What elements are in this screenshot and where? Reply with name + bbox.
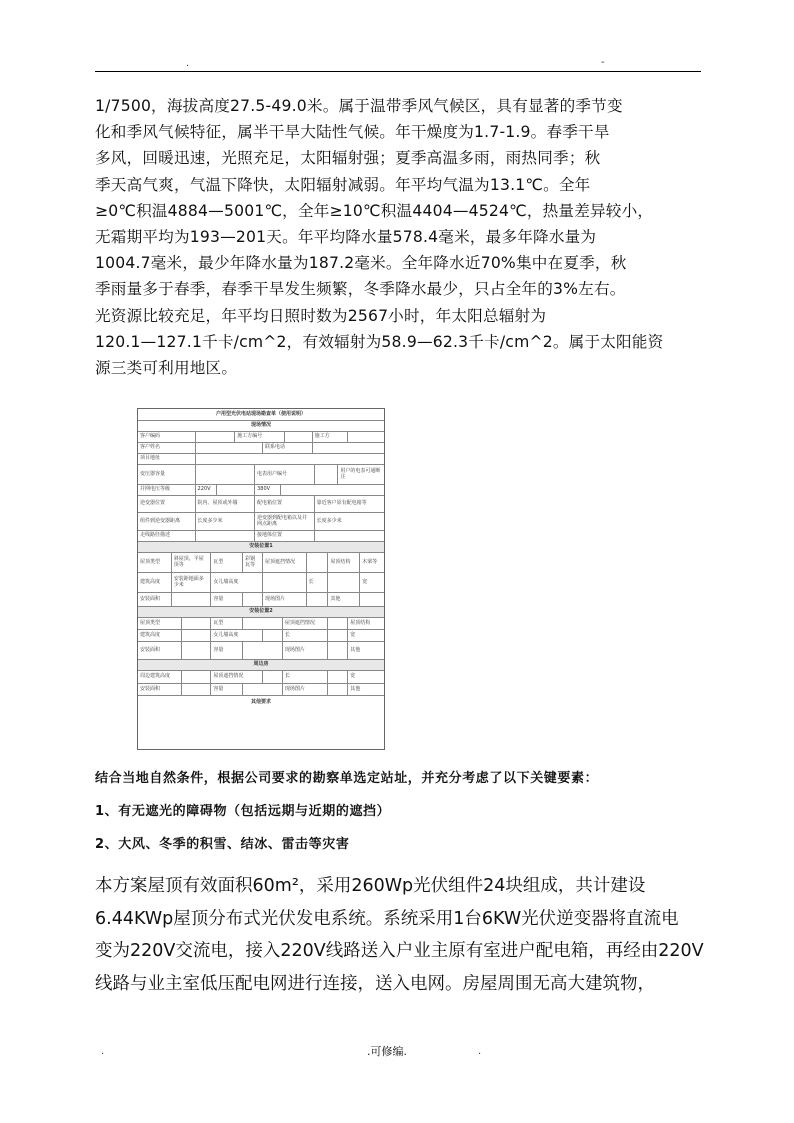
form-label: 建筑高度 — [138, 573, 172, 592]
text-line: 变为220V交流电，接入220V线路送入户业主原有室进户配电箱，再经由220V — [95, 941, 704, 961]
form-label: 安装面积 — [138, 684, 182, 695]
form-label: 现场图片 — [283, 684, 329, 695]
form-row — [138, 660, 384, 671]
text-line: 线路与业主室低压配电网进行连接，送入电网。房屋周围无高大建筑物， — [95, 973, 655, 994]
text-line: 多风，回暖迅速，光照充足，太阳辐射强；夏季高温多雨，雨热同季；秋 — [95, 149, 601, 168]
form-label: 屋顶结构 — [350, 619, 371, 626]
form-row — [138, 696, 384, 709]
form-label: 电表用户编号 — [255, 465, 315, 484]
text-line: 化和季风气候特征，属半干旱大陆性气候。年干燥度为1.7-1.9。春季干旱 — [95, 123, 610, 142]
form-label: 施工方编号 — [235, 432, 285, 442]
form-label: 客户编码 — [138, 432, 196, 442]
form-value: 斜屋顶、平屋顶等 — [172, 553, 212, 572]
form-value: 380V — [255, 485, 281, 495]
text-line: ≥0℃积温4884—5001℃，全年≥10℃积温4404—4524℃，热量差异较小， — [95, 201, 654, 220]
form-row — [138, 642, 384, 660]
text-line: 源三类可利用地区。 — [95, 358, 238, 377]
footer-text: .可修编. — [367, 1045, 407, 1058]
form-label: 联系电话 — [263, 443, 313, 453]
text-line: 光资源比较充足，年平均日照时数为2567小时，年太阳总辐射为 — [95, 306, 547, 325]
form-label: 施工方 — [313, 432, 349, 442]
form-label: 其他 — [350, 685, 361, 692]
form-row — [138, 513, 384, 531]
form-value: 220V — [196, 485, 218, 495]
form-label: 现场图片 — [283, 642, 329, 659]
form-label: 安装面积 — [138, 642, 182, 659]
form-label: 宽 — [350, 673, 356, 680]
form-label: 周边建筑高度 — [138, 671, 182, 683]
form-section-install2: 安装位置2 — [249, 608, 273, 615]
form-label: 宽 — [350, 631, 356, 638]
form-label: 组件到逆变器距离 — [138, 513, 196, 530]
form-row — [138, 573, 384, 593]
form-section-site: 现场情况 — [250, 422, 271, 429]
header-rule — [95, 71, 701, 72]
form-label: 瓦型 — [211, 553, 243, 572]
form-value: 长度多少米 — [316, 517, 342, 524]
form-section-other: 其他要求 — [250, 698, 271, 705]
form-row — [138, 496, 384, 513]
form-label: 容量 — [211, 593, 243, 606]
form-label: 瓦型 — [211, 618, 243, 629]
form-row — [138, 607, 384, 618]
header-left-mark: . — [186, 58, 190, 69]
form-row — [138, 671, 384, 684]
form-value: 安装距地面多少米 — [172, 573, 212, 592]
form-label: 建筑高度 — [138, 630, 182, 641]
form-label: 逆变器位置 — [138, 496, 196, 512]
form-label: 其他 — [328, 593, 360, 606]
form-label: 客户姓名 — [138, 443, 196, 453]
form-section-surroundings: 周边房 — [253, 661, 269, 668]
text-line: 无霜期平均为193—201天。年平均降水量578.4毫米，最多年降水量为 — [95, 227, 597, 246]
form-label: 屋顶遮挡情况 — [263, 553, 307, 572]
form-title: 户用型光伏电站现场勘查单（使用说明） — [215, 410, 306, 417]
form-value: 木梁等 — [362, 558, 378, 565]
footer-left-mark: . — [101, 1046, 105, 1057]
form-row — [138, 531, 384, 542]
text-line: 季天高气爽，气温下降快，太阳辐射减弱。年平均气温为13.1℃。全年 — [95, 175, 591, 194]
form-label: 屋顶遮挡情况 — [211, 671, 263, 683]
text-line: 120.1—127.1千卡/cm^2，有效辐射为58.9—62.3千卡/cm^2。属于太阳能资 — [95, 332, 664, 351]
form-label: 安装面积 — [138, 593, 172, 606]
form-value: 长度多少米 — [196, 513, 256, 530]
form-label: 逆变器到配电箱以及并网点距离 — [255, 513, 315, 530]
form-row — [138, 618, 384, 630]
body-paragraph-climate — [95, 93, 705, 381]
form-row — [138, 553, 384, 573]
form-label: 走线路径描述 — [138, 531, 196, 541]
form-label: 屋顶结构 — [328, 553, 360, 572]
form-label: 容量 — [211, 684, 243, 695]
footer-right-mark: . — [478, 1046, 482, 1057]
form-label: 配电箱位置 — [255, 496, 315, 512]
text-line: 1/7500，海拔高度27.5-49.0米。属于温带季风气候区，具有显著的季节变 — [95, 97, 623, 115]
form-row — [138, 454, 384, 465]
form-row — [138, 485, 384, 496]
form-label: 并网电压等级 — [138, 485, 196, 495]
form-label: 屋顶类型 — [138, 553, 172, 572]
text-line: 1、有无遮光的障碍物（包括远期与近期的遮挡） — [95, 804, 391, 819]
text-line: 本方案屋顶有效面积60m²，采用260Wp光伏组件24块组成，共计建设 — [95, 876, 646, 896]
form-label: 女儿墙高度 — [211, 630, 263, 641]
form-row — [138, 684, 384, 696]
form-row — [138, 630, 384, 642]
form-row — [138, 432, 384, 443]
key-factors-list — [95, 762, 705, 861]
text-line: 2、大风、冬季的积雪、结冰、雷击等灾害 — [95, 837, 350, 852]
form-label: 屋顶遮挡情况 — [283, 618, 329, 629]
site-survey-form-image — [137, 408, 385, 750]
form-row — [138, 409, 384, 421]
text-line: 6.44KWp屋顶分布式光伏发电系统。系统采用1台6KW光伏逆变器将直流电 — [95, 908, 679, 929]
form-label: 变压器容量 — [138, 465, 196, 484]
text-line: 季雨量多于春季，春季干旱发生频繁，冬季降水最少，只占全年的3%左右。 — [95, 280, 626, 299]
form-label: 屋顶类型 — [138, 618, 182, 629]
form-label: 用户的电表可通断注 — [340, 468, 381, 480]
form-label: 项目地址 — [138, 454, 196, 464]
text-line: 1004.7毫米，最少年降水量为187.2毫米。全年降水近70%集中在夏季，秋 — [95, 254, 627, 273]
form-row — [138, 542, 384, 553]
form-value: 彩钢瓦等 — [243, 553, 263, 572]
form-label: 其他 — [350, 646, 361, 653]
text-line: 结合当地自然条件，根据公司要求的勘察单选定站址，并充分考虑了以下关键要素： — [95, 771, 599, 786]
form-label: 宽 — [362, 578, 368, 585]
form-row — [138, 593, 384, 607]
form-label: 现场图片 — [263, 593, 307, 606]
form-label: 长 — [283, 671, 329, 683]
form-label: 容量 — [211, 642, 243, 659]
form-row — [138, 465, 384, 485]
body-paragraph-system — [95, 870, 705, 1000]
form-row — [138, 443, 384, 454]
form-value: 院内、屋顶或外墙 — [196, 496, 256, 512]
header-right-mark: - — [601, 57, 605, 68]
form-row — [138, 421, 384, 432]
form-label: 女儿墙高度 — [211, 573, 263, 592]
form-label: 长 — [283, 630, 329, 641]
form-label: 长 — [307, 573, 329, 592]
form-section-install1: 安装位置1 — [249, 543, 273, 550]
form-label: 接地体位置 — [255, 531, 315, 541]
form-value: 靠近客户原有配电箱等 — [316, 500, 367, 507]
